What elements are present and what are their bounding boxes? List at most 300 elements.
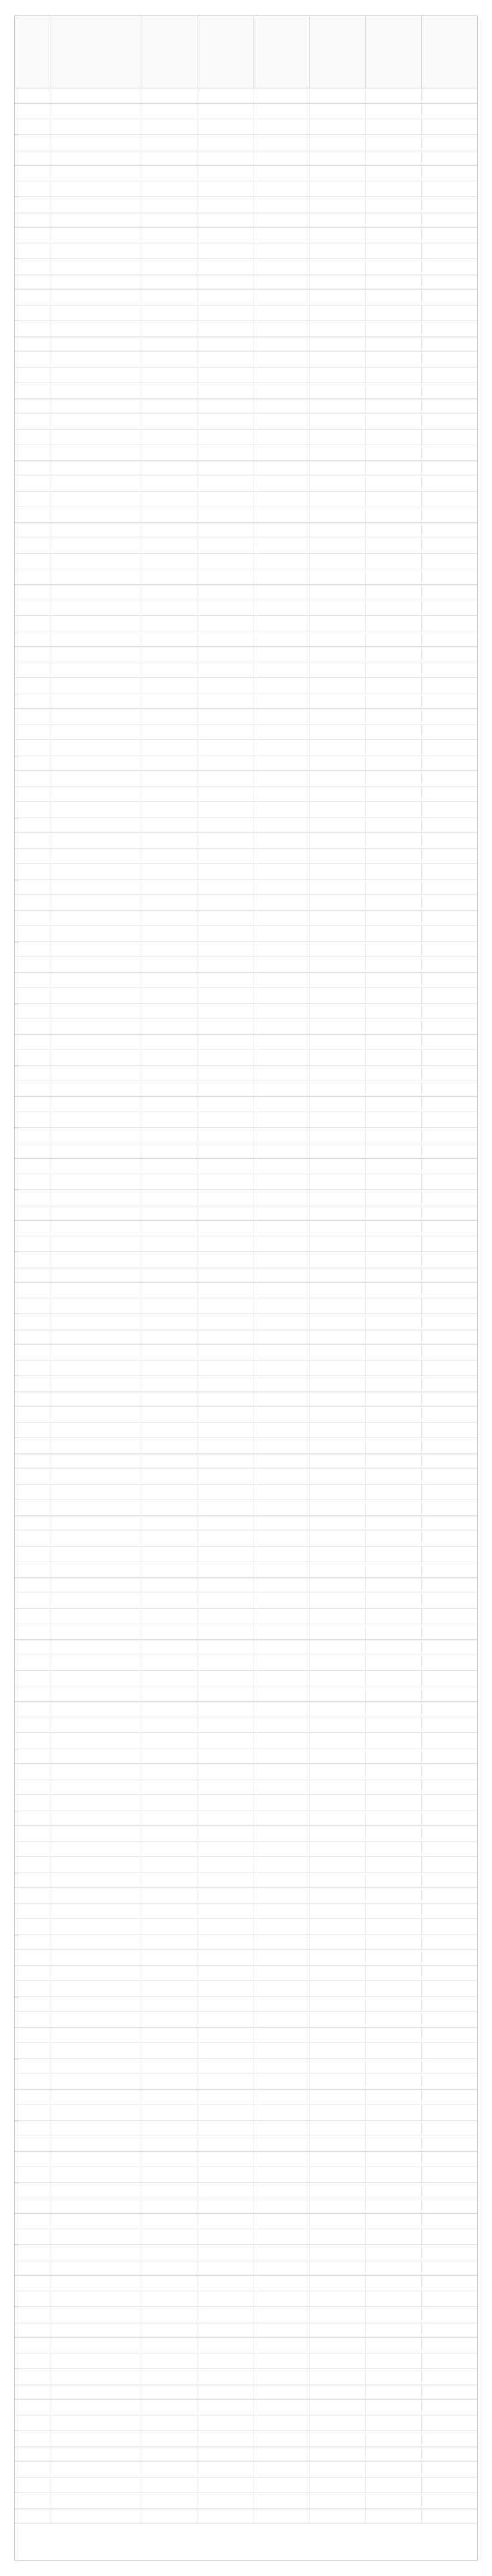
table-cell xyxy=(310,755,366,770)
table-cell xyxy=(141,2260,197,2275)
table-row xyxy=(15,600,477,616)
table-cell xyxy=(310,2105,366,2120)
table-cell xyxy=(422,2183,477,2198)
table-cell xyxy=(422,368,477,382)
table-cell xyxy=(51,2509,141,2523)
table-cell xyxy=(141,2369,197,2384)
table-row xyxy=(15,1997,477,2012)
table-cell xyxy=(310,1361,366,1375)
table-cell xyxy=(15,2152,51,2167)
table-row xyxy=(15,1485,477,1500)
table-cell xyxy=(310,492,366,507)
table-cell xyxy=(310,1981,366,1996)
table-cell xyxy=(422,1283,477,1298)
table-cell xyxy=(197,445,253,460)
table-cell xyxy=(422,337,477,351)
table-cell xyxy=(366,290,422,305)
table-cell xyxy=(141,973,197,988)
table-cell xyxy=(422,755,477,770)
table-cell xyxy=(310,1888,366,1903)
table-cell xyxy=(366,1159,422,1174)
table-row xyxy=(15,2322,477,2338)
table-cell xyxy=(422,1407,477,1422)
table-cell xyxy=(310,1826,366,1841)
table-cell xyxy=(310,2415,366,2430)
table-cell xyxy=(197,926,253,941)
table-cell xyxy=(51,321,141,336)
table-cell xyxy=(141,771,197,786)
table-row xyxy=(15,2400,477,2415)
table-cell xyxy=(310,1655,366,1670)
table-cell xyxy=(141,1795,197,1810)
table-cell xyxy=(310,166,366,181)
table-cell xyxy=(366,957,422,972)
table-cell xyxy=(253,1407,310,1422)
table-cell xyxy=(422,2462,477,2477)
table-row xyxy=(15,1407,477,1423)
table-cell xyxy=(141,1004,197,1019)
table-cell xyxy=(197,1438,253,1453)
table-cell xyxy=(141,631,197,646)
table-cell xyxy=(366,1531,422,1546)
table-cell xyxy=(253,1826,310,1841)
table-cell xyxy=(51,181,141,196)
table-cell xyxy=(197,538,253,553)
table-cell xyxy=(15,942,51,957)
table-cell xyxy=(422,1810,477,1825)
table-cell xyxy=(51,2415,141,2430)
table-cell xyxy=(253,259,310,274)
table-cell xyxy=(253,1531,310,1546)
table-row xyxy=(15,166,477,181)
table-cell xyxy=(422,1655,477,1670)
table-cell xyxy=(197,1174,253,1189)
table-cell xyxy=(51,1655,141,1670)
table-cell xyxy=(141,911,197,925)
table-cell xyxy=(366,1562,422,1577)
table-cell xyxy=(253,1686,310,1701)
table-row xyxy=(15,942,477,957)
table-cell xyxy=(15,2214,51,2229)
table-cell xyxy=(15,1795,51,1810)
table-cell xyxy=(15,1981,51,1996)
table-cell xyxy=(422,585,477,600)
table-cell xyxy=(197,2431,253,2446)
table-cell xyxy=(141,150,197,165)
table-cell xyxy=(253,461,310,476)
table-cell xyxy=(422,104,477,119)
table-row xyxy=(15,911,477,926)
table-cell xyxy=(51,1392,141,1406)
table-cell xyxy=(310,2338,366,2353)
table-cell xyxy=(51,1640,141,1655)
table-cell xyxy=(422,1500,477,1515)
table-cell xyxy=(197,2121,253,2136)
table-cell xyxy=(366,445,422,460)
table-cell xyxy=(141,1438,197,1453)
table-cell xyxy=(253,1593,310,1608)
table-cell xyxy=(197,1764,253,1779)
table-cell xyxy=(141,306,197,320)
table-row xyxy=(15,445,477,461)
table-cell xyxy=(15,1826,51,1841)
table-cell xyxy=(422,1857,477,1872)
table-cell xyxy=(197,817,253,832)
table-cell xyxy=(141,647,197,662)
table-cell xyxy=(253,1143,310,1158)
table-cell xyxy=(422,647,477,662)
table-row xyxy=(15,1097,477,1112)
table-row xyxy=(15,1733,477,1748)
table-cell xyxy=(422,1997,477,2012)
table-cell xyxy=(141,1205,197,1220)
table-cell xyxy=(310,2431,366,2446)
table-cell xyxy=(422,709,477,724)
table-cell xyxy=(15,647,51,662)
table-cell xyxy=(51,1438,141,1453)
table-cell xyxy=(141,802,197,817)
table-cell xyxy=(141,135,197,150)
table-row xyxy=(15,1547,477,1562)
table-cell xyxy=(15,492,51,507)
table-cell xyxy=(366,212,422,227)
table-cell xyxy=(15,368,51,382)
table-cell xyxy=(141,1826,197,1841)
table-cell xyxy=(253,1857,310,1872)
table-cell xyxy=(366,864,422,879)
table-cell xyxy=(141,2074,197,2089)
table-cell xyxy=(422,1252,477,1267)
table-cell xyxy=(51,1966,141,1980)
table-cell xyxy=(51,1857,141,1872)
table-cell xyxy=(15,1640,51,1655)
table-cell xyxy=(197,1748,253,1763)
table-cell xyxy=(310,1516,366,1531)
table-cell xyxy=(15,631,51,646)
table-cell xyxy=(366,1454,422,1469)
table-cell xyxy=(310,724,366,739)
table-cell xyxy=(310,1547,366,1562)
table-cell xyxy=(197,1779,253,1794)
table-cell xyxy=(51,2028,141,2043)
table-cell xyxy=(366,2307,422,2322)
table-cell xyxy=(310,1748,366,1763)
table-cell xyxy=(51,2074,141,2089)
table-cell xyxy=(422,849,477,863)
table-cell xyxy=(310,926,366,941)
table-cell xyxy=(141,988,197,1003)
table-cell xyxy=(15,1733,51,1748)
table-row xyxy=(15,1888,477,1904)
table-cell xyxy=(366,1904,422,1918)
table-cell xyxy=(366,2322,422,2337)
table-cell xyxy=(51,2400,141,2415)
table-cell xyxy=(15,1702,51,1717)
table-cell xyxy=(141,678,197,693)
table-cell xyxy=(141,1252,197,1267)
table-cell xyxy=(366,2245,422,2260)
table-cell xyxy=(15,181,51,196)
table-cell xyxy=(15,523,51,538)
table-cell xyxy=(253,2291,310,2306)
table-cell xyxy=(366,755,422,770)
table-cell xyxy=(141,476,197,491)
table-cell xyxy=(422,492,477,507)
table-cell xyxy=(141,1904,197,1918)
table-cell xyxy=(366,1966,422,1980)
table-cell xyxy=(422,1966,477,1980)
table-row xyxy=(15,306,477,321)
table-cell xyxy=(310,600,366,615)
table-cell xyxy=(15,1469,51,1484)
table-cell xyxy=(310,2369,366,2384)
table-cell xyxy=(15,1329,51,1344)
table-cell xyxy=(310,1438,366,1453)
table-cell xyxy=(197,1795,253,1810)
table-cell xyxy=(141,445,197,460)
table-cell xyxy=(197,1298,253,1313)
table-cell xyxy=(422,693,477,708)
table-cell xyxy=(310,864,366,879)
table-cell xyxy=(197,1733,253,1748)
table-cell xyxy=(422,1004,477,1019)
table-cell xyxy=(253,1516,310,1531)
table-cell xyxy=(422,678,477,693)
table-row xyxy=(15,507,477,523)
table-cell xyxy=(366,942,422,957)
table-row xyxy=(15,1686,477,1702)
table-cell xyxy=(141,259,197,274)
table-cell xyxy=(366,2214,422,2229)
table-cell xyxy=(51,786,141,801)
table-row xyxy=(15,849,477,864)
table-cell xyxy=(15,2353,51,2368)
table-cell xyxy=(51,1423,141,1437)
table-cell xyxy=(197,1392,253,1406)
table-cell xyxy=(141,1531,197,1546)
table-cell xyxy=(366,150,422,165)
table-cell xyxy=(197,1469,253,1484)
table-cell xyxy=(51,1888,141,1903)
table-row xyxy=(15,1671,477,1686)
table-cell xyxy=(253,2012,310,2027)
table-cell xyxy=(197,973,253,988)
table-cell xyxy=(197,1500,253,1515)
table-cell xyxy=(310,1997,366,2012)
table-cell xyxy=(253,507,310,522)
table-cell xyxy=(422,1205,477,1220)
table-cell xyxy=(51,740,141,755)
table-row xyxy=(15,1795,477,1810)
table-cell xyxy=(15,755,51,770)
table-cell xyxy=(422,817,477,832)
table-cell xyxy=(422,554,477,569)
table-cell xyxy=(197,2183,253,2198)
table-cell xyxy=(310,1485,366,1500)
table-cell xyxy=(422,2400,477,2415)
table-row xyxy=(15,274,477,290)
table-cell xyxy=(366,476,422,491)
table-cell xyxy=(310,181,366,196)
table-row xyxy=(15,1081,477,1097)
table-cell xyxy=(366,538,422,553)
table-cell xyxy=(141,1345,197,1360)
table-cell xyxy=(141,321,197,336)
table-row xyxy=(15,1950,477,1966)
table-cell xyxy=(422,2384,477,2399)
table-cell xyxy=(310,1779,366,1794)
table-cell xyxy=(51,957,141,972)
table-cell xyxy=(422,926,477,941)
table-row xyxy=(15,2028,477,2043)
table-cell xyxy=(310,802,366,817)
table-cell xyxy=(15,1810,51,1825)
table-cell xyxy=(15,2338,51,2353)
table-row xyxy=(15,2229,477,2245)
table-cell xyxy=(141,352,197,367)
table-row xyxy=(15,1283,477,1298)
table-row xyxy=(15,585,477,600)
table-cell xyxy=(141,2509,197,2523)
table-cell xyxy=(310,1500,366,1515)
table-cell xyxy=(310,150,366,165)
table-cell xyxy=(197,1283,253,1298)
table-cell xyxy=(422,1097,477,1112)
table-cell xyxy=(253,662,310,677)
table-cell xyxy=(15,2012,51,2027)
table-cell xyxy=(422,2105,477,2120)
table-cell xyxy=(141,1050,197,1065)
table-row xyxy=(15,1252,477,1267)
table-cell xyxy=(141,1810,197,1825)
table-cell xyxy=(253,1981,310,1996)
table-cell xyxy=(141,212,197,227)
table-cell xyxy=(253,1717,310,1732)
table-row xyxy=(15,2276,477,2291)
table-cell xyxy=(253,290,310,305)
table-cell xyxy=(141,1174,197,1189)
table-cell xyxy=(15,2028,51,2043)
table-row xyxy=(15,2183,477,2198)
table-row xyxy=(15,786,477,802)
table-cell xyxy=(253,197,310,212)
table-cell xyxy=(366,1004,422,1019)
table-row xyxy=(15,724,477,740)
table-row xyxy=(15,243,477,259)
table-cell xyxy=(197,880,253,894)
table-cell xyxy=(15,988,51,1003)
table-cell xyxy=(141,2229,197,2244)
table-cell xyxy=(422,1795,477,1810)
table-cell xyxy=(366,1748,422,1763)
table-cell xyxy=(141,368,197,382)
table-row xyxy=(15,2291,477,2307)
table-row xyxy=(15,662,477,678)
table-cell xyxy=(366,2462,422,2477)
table-row xyxy=(15,1361,477,1376)
table-cell xyxy=(15,228,51,243)
table-cell xyxy=(422,1826,477,1841)
table-cell xyxy=(422,1516,477,1531)
table-cell xyxy=(51,1624,141,1639)
table-row xyxy=(15,1159,477,1174)
table-cell xyxy=(141,337,197,351)
table-cell xyxy=(197,802,253,817)
table-cell xyxy=(310,1640,366,1655)
table-cell xyxy=(197,2028,253,2043)
table-cell xyxy=(253,647,310,662)
table-cell xyxy=(141,926,197,941)
table-cell xyxy=(253,2105,310,2120)
table-cell xyxy=(15,1857,51,1872)
table-row xyxy=(15,430,477,445)
table-cell xyxy=(141,1733,197,1748)
table-cell xyxy=(366,1950,422,1965)
table-cell xyxy=(366,1593,422,1608)
table-row xyxy=(15,2369,477,2384)
table-cell xyxy=(141,1469,197,1484)
table-cell xyxy=(366,430,422,445)
table-cell xyxy=(253,1004,310,1019)
table-cell xyxy=(366,1345,422,1360)
table-cell xyxy=(310,1423,366,1437)
table-row xyxy=(15,1019,477,1035)
table-cell xyxy=(51,1035,141,1050)
table-cell xyxy=(51,243,141,258)
table-cell xyxy=(422,1764,477,1779)
table-cell xyxy=(366,1329,422,1344)
table-cell xyxy=(141,1779,197,1794)
table-cell xyxy=(422,600,477,615)
table-cell xyxy=(310,1345,366,1360)
table-cell xyxy=(310,973,366,988)
table-cell xyxy=(310,2307,366,2322)
table-cell xyxy=(141,585,197,600)
table-cell xyxy=(197,1329,253,1344)
table-cell xyxy=(366,1888,422,1903)
table-cell xyxy=(366,1283,422,1298)
table-cell xyxy=(51,880,141,894)
table-cell xyxy=(141,2059,197,2074)
table-row xyxy=(15,1314,477,1329)
table-row xyxy=(15,1035,477,1050)
table-cell xyxy=(15,1252,51,1267)
table-cell xyxy=(253,585,310,600)
table-cell xyxy=(197,724,253,739)
table-cell xyxy=(366,1112,422,1127)
table-cell xyxy=(197,786,253,801)
table-row xyxy=(15,321,477,337)
table-cell xyxy=(51,2183,141,2198)
table-cell xyxy=(197,119,253,134)
table-cell xyxy=(197,2307,253,2322)
table-cell xyxy=(366,585,422,600)
table-cell xyxy=(197,2509,253,2523)
table-cell xyxy=(310,1919,366,1934)
table-cell xyxy=(15,1438,51,1453)
table-cell xyxy=(310,197,366,212)
table-cell xyxy=(51,507,141,522)
table-row xyxy=(15,1143,477,1159)
table-cell xyxy=(197,1640,253,1655)
header-cell xyxy=(51,16,141,88)
table-cell xyxy=(366,135,422,150)
table-cell xyxy=(141,693,197,708)
table-cell xyxy=(197,1981,253,1996)
table-cell xyxy=(310,1314,366,1329)
table-cell xyxy=(15,2276,51,2291)
table-cell xyxy=(366,988,422,1003)
